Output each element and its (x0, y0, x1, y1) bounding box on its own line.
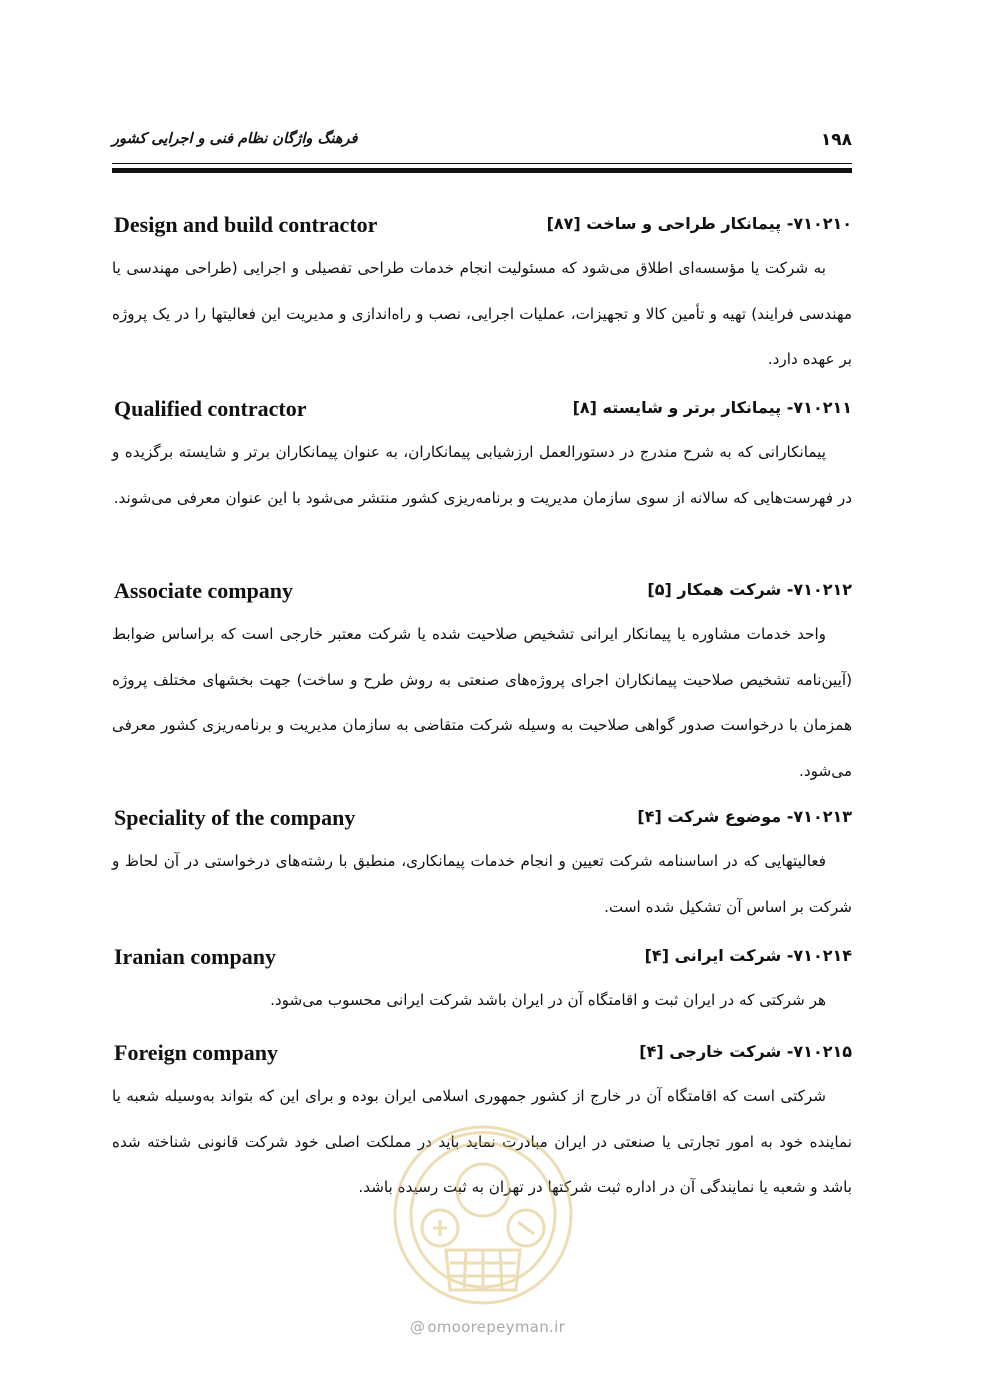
entry-persian-term: ۷۱۰۲۱۲- شرکت همکار [۵] (647, 580, 852, 599)
entry-definition: پیمانکارانی که به شرح مندرج در دستورالعمل ارزشیابی پیمانکاران، به عنوان پیمانکاران برتر و شایسته برگزیده و در فهرست‌هایی که سالانه از سوی سازمان مدیریت و برنامه‌ریزی کشور منتشر می‌شود با این عنوان معرفی می‌شوند. (112, 443, 852, 507)
entry-persian-term: ۷۱۰۲۱۴- شرکت ایرانی [۴] (644, 946, 852, 965)
entry-heading (112, 396, 852, 430)
glossary-entry (112, 396, 852, 521)
entry-definition: به شرکت یا مؤسسه‌ای اطلاق می‌شود که مسئولیت انجام خدمات طراحی تفصیلی و اجرایی (طراحی مهندسی یا مهندسی فرایند) تهیه و تأمین کالا و تجهیزات، عملیات اجرایی، نصب و راه‌اندازی و مدیریت این فعالیتها را در یک پروژه بر عهده دارد. (112, 259, 852, 368)
glossary-entry (112, 212, 852, 383)
website-watermark-text: omoorepeyman.ir (427, 1318, 566, 1336)
page-number: ۱۹۸ (820, 130, 852, 150)
entry-english-term: Foreign company (114, 1040, 278, 1065)
entry-english-term: Qualified contractor (114, 396, 307, 421)
entry-heading (112, 212, 852, 246)
entry-definition: واحد خدمات مشاوره یا پیمانکار ایرانی تشخیص صلاحیت شده یا شرکت معتبر خارجی است که براساس ضوابط (آیین‌نامه تشخیص صلاحیت پیمانکاران اجرای پروژه‌های صنعتی به روش طرح و ساخت) جهت بخشهای مختلف پروژه همزمان با درخواست صدور گواهی صلاحیت به وسیله شرکت متقاضی به سازمان مدیریت و برنامه‌ریزی کشور معرفی می‌شود. (112, 625, 852, 780)
entry-definition: شرکتی است که اقامتگاه آن در خارج از کشور جمهوری اسلامی ایران بوده و برای این که بتواند به‌وسیله شعبه یا نماینده خود به امور تجارتی یا صنعتی در ایران مبادرت نماید باید در مملکت اصلی خود شرکت قانونی شناخته شده باشد و شعبه یا نمایندگی آن در اداره ثبت شرکتها در تهران به ثبت رسیده باشد. (112, 1087, 852, 1196)
website-watermark (410, 1318, 565, 1336)
page-header (112, 128, 852, 158)
glossary-entry (112, 578, 852, 794)
entry-definition: هر شرکتی که در ایران ثبت و اقامتگاه آن در ایران باشد شرکت ایرانی محسوب می‌شود. (270, 991, 826, 1009)
emblem-watermark-icon (388, 1120, 578, 1310)
header-rule-thin (112, 163, 852, 164)
entry-heading (112, 944, 852, 978)
glossary-entry (112, 805, 852, 930)
entry-persian-term: ۷۱۰۲۱۰- پیمانکار طراحی و ساخت [۸۷] (546, 214, 852, 233)
entry-english-term: Speciality of the company (114, 805, 356, 830)
header-rule-thick (112, 168, 852, 173)
entry-persian-term: ۷۱۰۲۱۱- پیمانکار برتر و شایسته [۸] (572, 398, 852, 417)
entry-heading (112, 578, 852, 612)
entry-english-term: Associate company (114, 578, 294, 603)
entry-persian-term: ۷۱۰۲۱۵- شرکت خارجی [۴] (639, 1042, 852, 1061)
at-sign-icon: @ (410, 1318, 426, 1336)
entry-heading (112, 805, 852, 839)
entry-english-term: Iranian company (114, 944, 276, 969)
entry-definition: فعالیتهایی که در اساسنامه شرکت تعیین و انجام خدمات پیمانکاری، منطبق با رشته‌های درخواستی در آن لحاظ و شرکت بر اساس آن تشکیل شده است. (112, 852, 852, 916)
entry-heading (112, 1040, 852, 1074)
entry-english-term: Design and build contractor (114, 212, 378, 237)
glossary-entry (112, 944, 852, 1024)
running-title: فرهنگ واژگان نظام فنی و اجرایی کشور (112, 131, 358, 147)
entry-persian-term: ۷۱۰۲۱۳- موضوع شرکت [۴] (637, 807, 852, 826)
